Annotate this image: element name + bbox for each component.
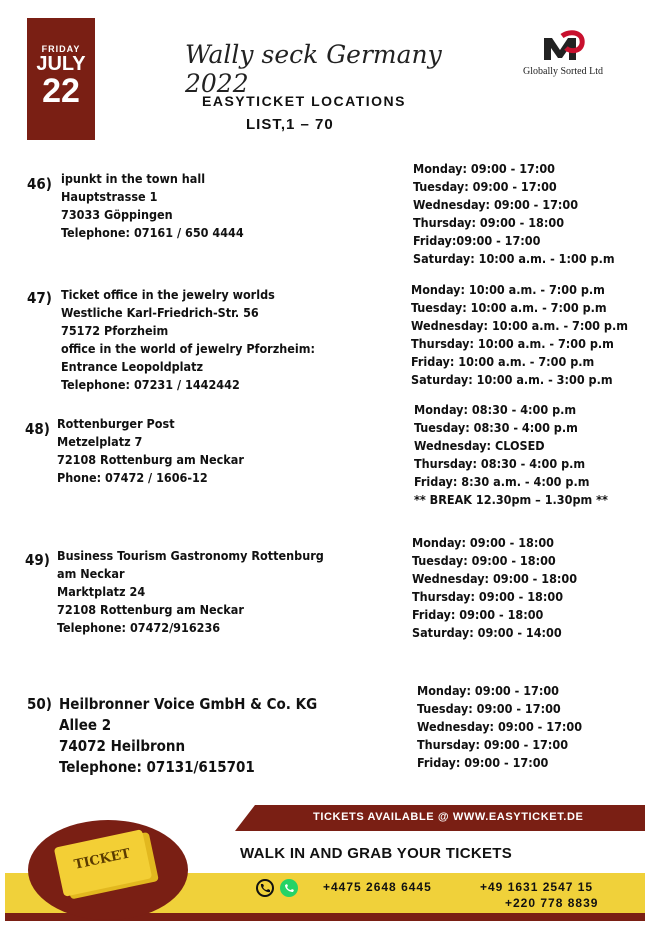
entry-number: 46) <box>27 175 52 193</box>
entry-address <box>61 286 315 394</box>
entry-number: 50) <box>27 695 52 713</box>
address-line: office in the world of jewelry Pforzheim: <box>61 341 315 356</box>
tickets-available-banner <box>255 805 645 831</box>
hours-line: Wednesday: 09:00 - 17:00 <box>417 719 583 734</box>
address-line: Heilbronner Voice GmbH & Co. KG <box>59 695 318 713</box>
hours-line: Thursday: 09:00 - 18:00 <box>412 589 564 604</box>
subtitle: EASYTICKET LOCATIONS <box>202 93 406 109</box>
hours-line: Thursday: 09:00 - 18:00 <box>413 215 565 230</box>
badge-date: 22 <box>42 72 80 110</box>
entry-hours <box>417 682 582 772</box>
date-badge <box>27 18 95 140</box>
hours-line: Monday: 08:30 - 4:00 p.m <box>414 402 577 417</box>
hours-line: Tuesday: 09:00 - 17:00 <box>417 701 561 716</box>
entry-hours <box>411 281 628 389</box>
address-line: Ticket office in the jewelry worlds <box>61 287 275 302</box>
address-line: Marktplatz 24 <box>57 584 146 599</box>
ticket-label: TICKET <box>72 846 132 873</box>
hours-line: Friday: 8:30 a.m. - 4:00 p.m <box>414 474 590 489</box>
phone-number-gm: +220 778 8839 <box>505 896 599 910</box>
hours-line: Monday: 09:00 - 17:00 <box>413 161 556 176</box>
entry-hours <box>412 534 577 642</box>
hours-line: Thursday: 09:00 - 17:00 <box>417 737 569 752</box>
entry-address <box>61 170 244 242</box>
whatsapp-icon <box>279 878 299 898</box>
address-line: Phone: 07472 / 1606-12 <box>57 470 208 485</box>
address-line: Allee 2 <box>59 716 112 734</box>
address-line: 73033 Göppingen <box>61 207 173 222</box>
hours-line: Friday: 09:00 - 18:00 <box>412 607 544 622</box>
contact-icons <box>255 878 299 898</box>
address-line: Telephone: 07131/615701 <box>59 758 255 776</box>
hours-line: Wednesday: 09:00 - 17:00 <box>413 197 579 212</box>
company-logo <box>518 30 608 77</box>
address-line: Westliche Karl-Friedrich-Str. 56 <box>61 305 259 320</box>
walk-in-text: WALK IN AND GRAB YOUR TICKETS <box>240 845 513 862</box>
hours-line: Monday: 09:00 - 17:00 <box>417 683 560 698</box>
hours-line: Tuesday: 09:00 - 18:00 <box>412 553 556 568</box>
entry-address <box>59 694 317 778</box>
phone-number-de: +49 1631 2547 15 <box>480 880 594 894</box>
address-line: 72108 Rottenburg am Neckar <box>57 602 244 617</box>
address-line: ipunkt in the town hall <box>61 171 206 186</box>
subtitle-range: LIST,1 – 70 <box>246 116 334 133</box>
address-line: 72108 Rottenburg am Neckar <box>57 452 244 467</box>
hours-line: Monday: 10:00 a.m. - 7:00 p.m <box>411 282 605 297</box>
entry-hours <box>414 401 608 509</box>
hours-line: Friday:09:00 - 17:00 <box>413 233 541 248</box>
hours-line: Tuesday: 09:00 - 17:00 <box>413 179 557 194</box>
address-line: Rottenburger Post <box>57 416 175 431</box>
phone-icon <box>255 878 275 898</box>
hours-line: Tuesday: 10:00 a.m. - 7:00 p.m <box>411 300 607 315</box>
hours-line: ** BREAK 12.30pm – 1.30pm ** <box>414 492 608 507</box>
hours-line: Saturday: 10:00 a.m. - 1:00 p.m <box>413 251 615 266</box>
address-line: am Neckar <box>57 566 125 581</box>
hours-line: Wednesday: 10:00 a.m. - 7:00 p.m <box>411 318 628 333</box>
address-line: Telephone: 07231 / 1442442 <box>61 377 240 392</box>
hours-line: Thursday: 08:30 - 4:00 p.m <box>414 456 586 471</box>
logo-text: Globally Sorted Ltd <box>523 66 603 77</box>
entry-number: 49) <box>25 551 50 569</box>
hours-line: Saturday: 09:00 - 14:00 <box>412 625 562 640</box>
entry-hours <box>413 160 615 268</box>
hours-line: Friday: 09:00 - 17:00 <box>417 755 549 770</box>
badge-month: JULY <box>36 53 86 75</box>
hours-line: Thursday: 10:00 a.m. - 7:00 p.m <box>411 336 614 351</box>
hours-line: Wednesday: 09:00 - 18:00 <box>412 571 578 586</box>
badge-day: FRIDAY <box>41 44 81 54</box>
logo-mark-icon <box>540 30 586 64</box>
hours-line: Wednesday: CLOSED <box>414 438 545 453</box>
hours-line: Saturday: 10:00 a.m. - 3:00 p.m <box>411 372 613 387</box>
address-line: 75172 Pforzheim <box>61 323 169 338</box>
tickets-available-text: TICKETS AVAILABLE @ WWW.EASYTICKET.DE <box>313 811 584 823</box>
hours-line: Friday: 10:00 a.m. - 7:00 p.m <box>411 354 595 369</box>
entry-address <box>57 415 244 487</box>
address-line: Hauptstrasse 1 <box>61 189 158 204</box>
hours-line: Monday: 09:00 - 18:00 <box>412 535 555 550</box>
page-title: Wally seck Germany 2022 <box>185 40 442 98</box>
address-line: Metzelplatz 7 <box>57 434 143 449</box>
hours-line: Tuesday: 08:30 - 4:00 p.m <box>414 420 578 435</box>
address-line: Telephone: 07472/916236 <box>57 620 221 635</box>
address-line: 74072 Heilbronn <box>59 737 186 755</box>
address-line: Telephone: 07161 / 650 4444 <box>61 225 244 240</box>
address-line: Entrance Leopoldplatz <box>61 359 204 374</box>
address-line: Business Tourism Gastronomy Rottenburg <box>57 548 324 563</box>
entry-number: 48) <box>25 420 50 438</box>
phone-number-uk: +4475 2648 6445 <box>323 880 432 894</box>
entry-address <box>57 547 324 637</box>
entry-number: 47) <box>27 289 52 307</box>
